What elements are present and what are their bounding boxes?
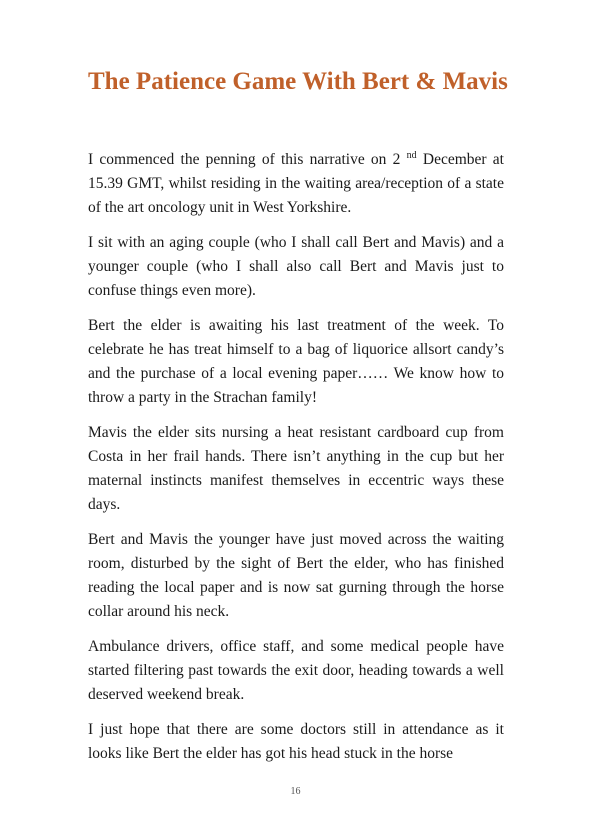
ordinal-suffix: nd <box>406 149 417 161</box>
chapter-title: The Patience Game With Bert & Mavis <box>88 68 508 95</box>
paragraph-7: I just hope that there are some doctors still in attendance as it looks like Bert the elder has got his head stuck in the horse <box>88 721 504 762</box>
page-number: 16 <box>290 786 301 797</box>
paragraph-1-start: I commenced the penning of this narrative on 2 <box>88 151 407 168</box>
paragraph-3: Bert the elder is awaiting his last treatment of the week. To celebrate he has treat himself to a bag of liquorice allsort candy’s and the purchase of a local evening paper…… We know how to throw a party in the Strachan family! <box>88 317 504 406</box>
paragraph-4: Mavis the elder sits nursing a heat resistant cardboard cup from Costa in her frail hands. There isn’t anything in the cup but her maternal instincts manifest themselves in eccentric ways these days. <box>88 424 504 513</box>
paragraph-1-end: December at 15.39 GMT, whilst residing in the waiting area/reception of a state of the art oncology unit in West Yorkshire. <box>88 151 504 216</box>
body-text <box>88 148 504 777</box>
paragraph-1 <box>88 148 504 220</box>
paragraph-5: Bert and Mavis the younger have just moved across the waiting room, disturbed by the sight of Bert the elder, who has finished reading the local paper and is now sat gurning through the horse collar around his neck. <box>88 531 504 620</box>
paragraph-6: Ambulance drivers, office staff, and some medical people have started filtering past towards the exit door, heading towards a well deserved weekend break. <box>88 638 504 703</box>
paragraph-2: I sit with an aging couple (who I shall call Bert and Mavis) and a younger couple (who I shall also call Bert and Mavis just to confuse things even more). <box>88 234 504 299</box>
